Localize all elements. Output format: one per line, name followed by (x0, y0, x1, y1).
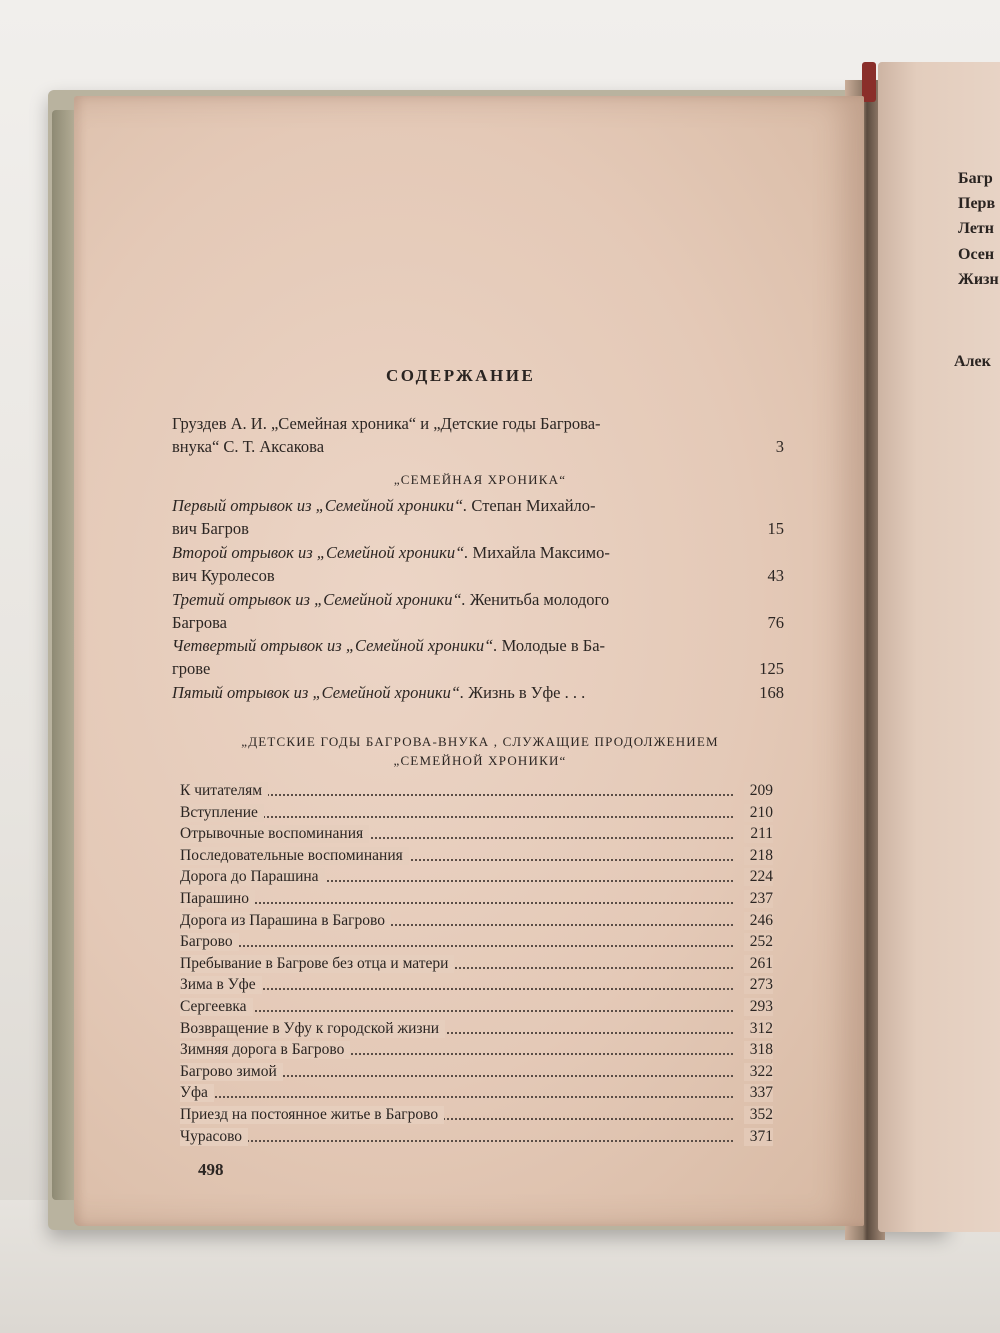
chapter-row (180, 1104, 773, 1124)
chapter-title: Багрово (180, 933, 239, 951)
right-page-line: Осен (958, 246, 995, 263)
chapter-page-number: 210 (744, 804, 773, 822)
toc-entry-fragment (172, 588, 784, 634)
chapter-row (180, 1061, 773, 1081)
section-title-line: „СЕМЕЙНОЙ ХРОНИКИ“ (393, 753, 567, 768)
toc-entry-fragment (172, 494, 784, 540)
chapter-page-number: 318 (744, 1041, 773, 1059)
chapter-page-number: 237 (744, 890, 773, 908)
chapter-page-number: 273 (744, 976, 773, 994)
chapter-title: Дорога до Парашина (180, 868, 325, 886)
right-page-line: Жизн (958, 271, 999, 288)
chapter-row (180, 953, 773, 973)
page-number: 498 (198, 1160, 224, 1179)
toc-entry-line: вич Багров (172, 519, 249, 538)
dot-leader (180, 1140, 733, 1142)
chapter-row (180, 1018, 773, 1038)
chapter-row (180, 931, 773, 951)
toc-entry-line: вич Куролесов (172, 566, 275, 585)
dot-leader (180, 1010, 733, 1012)
chapter-title: Дорога из Парашина в Багрово (180, 912, 391, 930)
chapter-page-number: 246 (744, 912, 773, 930)
chapter-page-number: 209 (744, 782, 773, 800)
toc-entry-fragment (172, 541, 784, 587)
chapter-page-number: 252 (744, 933, 773, 951)
fragment-title: Четвертый отрывок из „Семейной хроники“. (172, 636, 498, 655)
chapter-page-number: 312 (744, 1020, 773, 1038)
chapter-title: Зимняя дорога в Багрово (180, 1041, 350, 1059)
chapter-row (180, 866, 773, 886)
chapter-page-number: 322 (744, 1063, 773, 1081)
chapter-row (180, 845, 773, 865)
chapter-page-number: 352 (744, 1106, 773, 1124)
chapter-title: Уфа (180, 1084, 214, 1102)
chapter-row (180, 780, 773, 800)
bookmark-ribbon (862, 62, 876, 102)
chapter-title: Чурасово (180, 1128, 248, 1146)
fragment-subtitle: Жизнь в Уфе . . . (464, 683, 586, 702)
dot-leader (180, 945, 733, 947)
fragment-title: Второй отрывок из „Семейной хроники“. (172, 543, 469, 562)
dot-leader (180, 988, 733, 990)
fragment-subtitle: Женитьба молодого (465, 590, 610, 609)
chapter-page-number: 337 (744, 1084, 773, 1102)
fragment-subtitle: Молодые в Ба- (497, 636, 606, 655)
chapter-title: Пребывание в Багрове без отца и матери (180, 955, 454, 973)
chapter-row (180, 974, 773, 994)
toc-entry-fragment (172, 634, 784, 680)
toc-entry-fragment (172, 681, 784, 704)
toc-page-number: 125 (759, 659, 784, 678)
chapter-row (180, 996, 773, 1016)
section-title-line: „ДЕТСКИЕ ГОДЫ БАГРОВА-ВНУКА , СЛУЖАЩИЕ ПРОДОЛЖЕНИЕМ (241, 734, 719, 749)
dot-leader (180, 1096, 733, 1098)
chapter-page-number: 218 (744, 847, 773, 865)
toc-entry-line: грове (172, 659, 211, 678)
chapter-row (180, 1126, 773, 1146)
toc-entry-line: Багрова (172, 613, 227, 632)
chapter-title: Парашино (180, 890, 255, 908)
chapter-page-number: 371 (744, 1128, 773, 1146)
chapter-page-number: 211 (744, 825, 773, 843)
chapter-row (180, 888, 773, 908)
chapter-row (180, 802, 773, 822)
chapter-title: Сергеевка (180, 998, 253, 1016)
chapter-title: Возвращение в Уфу к городской жизни (180, 1020, 445, 1038)
chapter-title: Приезд на постоянное житье в Багрово (180, 1106, 444, 1124)
toc-page-number: 3 (775, 437, 784, 456)
right-page-line: Летн (958, 220, 994, 237)
fragment-title: Первый отрывок из „Семейной хроники“. (172, 496, 468, 515)
toc-page-number: 168 (759, 683, 784, 702)
toc-page-number: 76 (767, 613, 784, 632)
fragment-subtitle: Степан Михайло- (467, 496, 596, 515)
dot-leader (180, 902, 733, 904)
chapter-row (180, 1082, 773, 1102)
toc-page-number: 15 (767, 519, 784, 538)
chapter-title: Вступление (180, 804, 264, 822)
fragment-subtitle: Михайла Максимо- (468, 543, 610, 562)
section-title-childhood-years (170, 732, 790, 770)
chapter-title: Отрывочные воспоминания (180, 825, 369, 843)
chapter-title: К читателям (180, 782, 268, 800)
fragment-title: Пятый отрывок из „Семейной хроники“. (172, 683, 465, 702)
chapter-title: Зима в Уфе (180, 976, 262, 994)
toc-page-number: 43 (767, 566, 784, 585)
chapter-title: Багрово зимой (180, 1063, 283, 1081)
toc-entry-line: внука“ С. Т. Аксакова (172, 437, 325, 456)
toc-entry-intro (172, 412, 784, 458)
right-page-line: Багр (958, 170, 993, 187)
chapter-row (180, 823, 773, 843)
section-title-family-chronicle: „СЕМЕЙНАЯ ХРОНИКА“ (393, 472, 567, 487)
chapter-page-number: 293 (744, 998, 773, 1016)
chapter-page-number: 224 (744, 868, 773, 886)
fragment-title: Третий отрывок из „Семейной хроники“. (172, 590, 466, 609)
chapter-page-number: 261 (744, 955, 773, 973)
chapter-row (180, 910, 773, 930)
right-page-author: Алек (954, 353, 991, 370)
page-heading: СОДЕРЖАНИЕ (386, 366, 536, 385)
toc-entry-line: Груздев А. И. „Семейная хроника“ и „Детские годы Багрова- (172, 414, 601, 433)
chapter-title: Последовательные воспоминания (180, 847, 409, 865)
chapter-row (180, 1039, 773, 1059)
right-page-line: Перв (958, 195, 996, 212)
